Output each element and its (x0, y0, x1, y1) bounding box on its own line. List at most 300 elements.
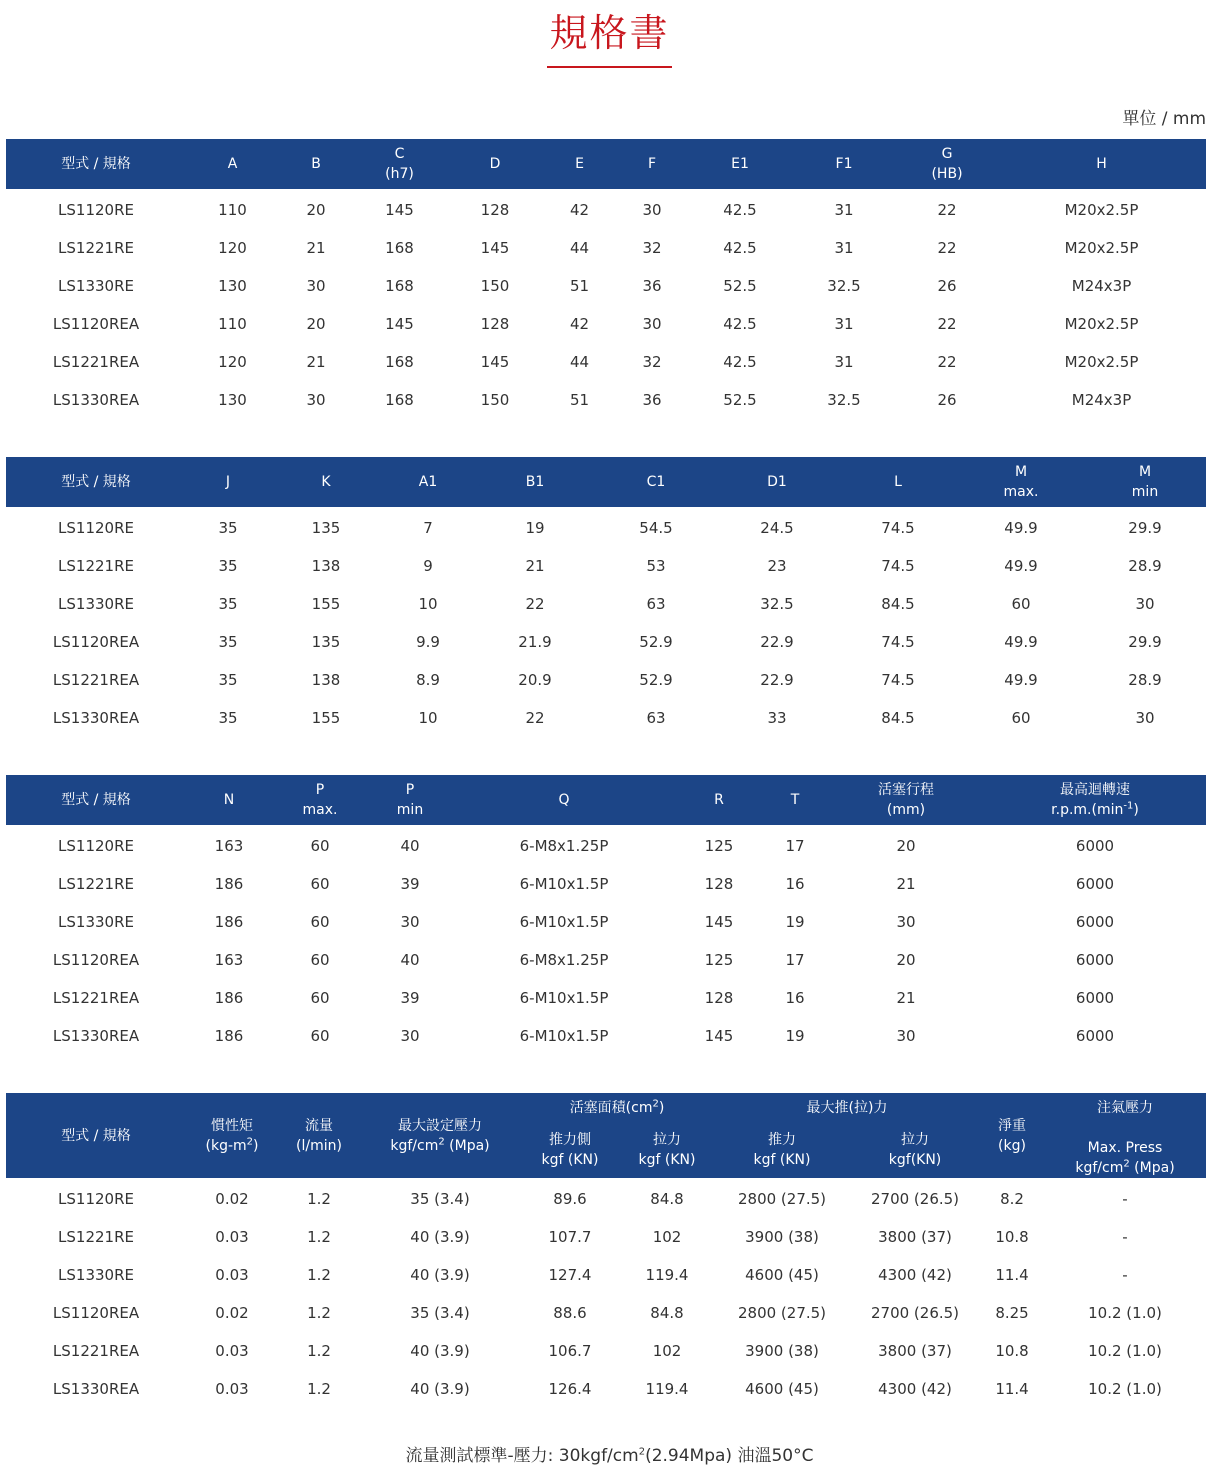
header-pull-side-label: 拉力 (653, 1132, 681, 1149)
cell-pull: 3800 (37) (878, 1228, 952, 1246)
cell-g: 22 (937, 201, 957, 219)
cell-a: 130 (218, 391, 247, 409)
cell-mmax: 49.9 (1004, 633, 1038, 651)
cell-weight: 11.4 (995, 1266, 1029, 1284)
cell-b1: 21 (525, 557, 545, 575)
header-model: 型式 / 規格 (6, 1093, 186, 1178)
cell-pmax: 60 (310, 951, 330, 969)
cell-e1: 42.5 (723, 353, 757, 371)
cell-area-pull: 119.4 (645, 1380, 689, 1398)
cell-mmax: 49.9 (1004, 557, 1038, 575)
cell-model: LS1330REA (52, 1380, 140, 1398)
table-row (6, 189, 1206, 229)
cell-f: 36 (642, 391, 662, 409)
cell-pmin: 40 (400, 837, 420, 855)
table-body (6, 507, 1206, 737)
table-row (6, 229, 1206, 267)
cell-e: 51 (569, 391, 590, 409)
cell-pmin: 30 (400, 913, 420, 931)
cell-r: 145 (704, 1027, 734, 1045)
table-row (6, 1017, 1206, 1055)
cell-push: 4600 (45) (745, 1380, 819, 1398)
cell-inertia: 0.03 (215, 1266, 249, 1284)
header-speed-sup: -1 (1123, 800, 1134, 812)
header-c (353, 139, 446, 189)
cell-c1: 53 (646, 557, 666, 575)
cell-t: 17 (785, 837, 805, 855)
cell-pmax: 60 (310, 989, 330, 1007)
cell-maxp: 35 (3.4) (410, 1190, 470, 1208)
cell-n: 186 (214, 913, 244, 931)
cell-area-push: 127.4 (548, 1266, 592, 1284)
cell-t: 17 (785, 951, 805, 969)
table-header-row (6, 775, 1206, 825)
cell-g: 22 (937, 353, 957, 371)
header-g (897, 139, 997, 189)
cell-air: 10.2 (1.0) (1088, 1342, 1162, 1360)
cell-f1: 32.5 (827, 277, 861, 295)
table-row (6, 381, 1206, 419)
table-row (6, 305, 1206, 343)
cell-q: 6-M10x1.5P (519, 913, 609, 931)
header-push-side-unit: kgf (KN) (541, 1152, 599, 1169)
cell-q: 6-M8x1.25P (519, 837, 609, 855)
header-flow-unit: (l/min) (296, 1137, 342, 1154)
header-inertia-close: ) (253, 1137, 259, 1154)
cell-a1: 10 (418, 595, 438, 613)
cell-h: M20x2.5P (1064, 315, 1139, 333)
cell-air: - (1122, 1228, 1128, 1246)
header-push-unit: kgf (KN) (753, 1152, 811, 1169)
header-inertia-unit: (kg-m (205, 1137, 247, 1154)
table-row (6, 1218, 1206, 1256)
header-max-pressure-sup: 2 (438, 1135, 445, 1147)
cell-inertia: 0.02 (215, 1304, 249, 1322)
cell-weight: 8.25 (995, 1304, 1029, 1322)
cell-pull: 4300 (42) (878, 1266, 952, 1284)
cell-t: 16 (785, 989, 805, 1007)
cell-model: LS1330RE (58, 1266, 134, 1284)
spec-table-dimensions-2 (6, 457, 1206, 737)
cell-model: LS1120RE (58, 837, 134, 855)
cell-a: 110 (218, 315, 247, 333)
cell-flow: 1.2 (307, 1190, 331, 1208)
header-p-min (368, 775, 452, 825)
header-inertia (186, 1093, 278, 1178)
cell-c1: 54.5 (639, 519, 673, 537)
cell-model: LS1120RE (58, 1190, 134, 1208)
note-post: (2.94Mpa) 油溫50°C (645, 1446, 814, 1466)
header-max-force: 最大推(拉)力 (714, 1093, 980, 1123)
cell-area-pull: 119.4 (645, 1266, 689, 1284)
header-b: B (279, 139, 353, 189)
table-row (6, 585, 1206, 623)
header-p-max (272, 775, 368, 825)
header-air-pressure-unit2: (Mpa) (1129, 1160, 1175, 1176)
cell-a1: 8.9 (416, 671, 440, 689)
cell-h: M24x3P (1071, 391, 1132, 409)
cell-e: 42 (569, 315, 590, 333)
header-air-pressure-sup: 2 (1123, 1158, 1130, 1170)
cell-flow: 1.2 (307, 1304, 331, 1322)
spec-table-dimensions-3 (6, 775, 1206, 1055)
cell-c: 145 (385, 315, 414, 333)
cell-model: LS1120RE (58, 201, 134, 219)
cell-c: 168 (385, 353, 414, 371)
cell-g: 26 (937, 277, 957, 295)
header-model: 型式 / 規格 (6, 139, 186, 189)
cell-flow: 1.2 (307, 1266, 331, 1284)
cell-stroke: 21 (896, 989, 916, 1007)
cell-push: 4600 (45) (745, 1266, 819, 1284)
cell-mmin: 28.9 (1128, 557, 1162, 575)
cell-air: 10.2 (1.0) (1088, 1304, 1162, 1322)
cell-g: 22 (937, 315, 957, 333)
header-m-min (1084, 457, 1206, 507)
cell-flow: 1.2 (307, 1342, 331, 1360)
cell-f1: 31 (834, 239, 854, 257)
cell-air: - (1122, 1190, 1128, 1208)
header-j: J (186, 457, 270, 507)
header-piston-area-close: ) (658, 1099, 665, 1116)
header-max-pressure-unit2: (Mpa) (444, 1137, 490, 1154)
header-m-min-sub: min (1131, 484, 1159, 500)
header-k: K (270, 457, 382, 507)
cell-a: 110 (218, 201, 247, 219)
cell-inertia: 0.03 (215, 1228, 249, 1246)
cell-h: M20x2.5P (1064, 353, 1139, 371)
cell-b: 21 (306, 239, 326, 257)
table-row (6, 825, 1206, 865)
cell-q: 6-M10x1.5P (519, 989, 609, 1007)
cell-t: 16 (785, 875, 805, 893)
header-d1: D1 (716, 457, 838, 507)
cell-a1: 9 (423, 557, 433, 575)
table-row (6, 1294, 1206, 1332)
cell-n: 186 (214, 1027, 244, 1045)
header-max-pressure (360, 1093, 520, 1178)
cell-mmax: 49.9 (1004, 519, 1038, 537)
cell-k: 138 (311, 671, 341, 689)
cell-model: LS1120RE (58, 519, 134, 537)
header-n: N (186, 775, 272, 825)
cell-speed: 6000 (1075, 913, 1115, 931)
table-row (6, 343, 1206, 381)
table-row (6, 1256, 1206, 1294)
header-flow-label: 流量 (305, 1117, 333, 1134)
header-d: D (446, 139, 544, 189)
cell-area-push: 88.6 (553, 1304, 587, 1322)
cell-mmax: 60 (1011, 709, 1031, 727)
page-title-wrap (0, 10, 1219, 68)
cell-b: 21 (306, 353, 326, 371)
table-row (6, 1370, 1206, 1408)
cell-n: 186 (214, 989, 244, 1007)
unit-label: 單位 / mm (1122, 109, 1206, 129)
cell-area-push: 126.4 (548, 1380, 592, 1398)
header-model: 型式 / 規格 (6, 457, 186, 507)
cell-e: 42 (569, 201, 590, 219)
cell-f: 30 (642, 315, 662, 333)
cell-j: 35 (218, 595, 238, 613)
cell-speed: 6000 (1075, 875, 1115, 893)
header-c-label: C (394, 146, 405, 162)
cell-weight: 10.8 (995, 1228, 1029, 1246)
cell-weight: 10.8 (995, 1342, 1029, 1360)
cell-model: LS1221REA (52, 353, 140, 371)
cell-a1: 9.9 (416, 633, 440, 651)
cell-speed: 6000 (1075, 837, 1115, 855)
cell-c: 168 (385, 239, 414, 257)
header-push-side (520, 1123, 620, 1178)
table-header-row (6, 1093, 1206, 1123)
cell-weight: 11.4 (995, 1380, 1029, 1398)
header-air-pressure-sub: Max. Press (1087, 1140, 1163, 1156)
table-body (6, 189, 1206, 419)
cell-model: LS1330RE (58, 277, 134, 295)
cell-pmin: 39 (400, 989, 420, 1007)
cell-push: 3900 (38) (745, 1342, 819, 1360)
header-e: E (544, 139, 615, 189)
cell-l: 74.5 (881, 633, 915, 651)
cell-r: 125 (704, 837, 734, 855)
cell-pmin: 40 (400, 951, 420, 969)
cell-j: 35 (218, 633, 238, 651)
cell-area-pull: 84.8 (650, 1190, 684, 1208)
cell-push: 2800 (27.5) (737, 1304, 827, 1322)
cell-k: 155 (311, 709, 341, 727)
header-push (714, 1123, 850, 1178)
cell-air: 10.2 (1.0) (1088, 1380, 1162, 1398)
cell-k: 138 (311, 557, 341, 575)
header-weight-unit: (kg) (998, 1137, 1026, 1154)
cell-model: LS1221REA (52, 671, 140, 689)
cell-area-push: 106.7 (548, 1342, 592, 1360)
header-p-min-label: P (405, 782, 415, 798)
header-l: L (838, 457, 958, 507)
cell-mmax: 49.9 (1004, 671, 1038, 689)
cell-b1: 19 (525, 519, 545, 537)
cell-stroke: 30 (896, 913, 916, 931)
table-row (6, 941, 1206, 979)
header-p-max-label: P (315, 782, 325, 798)
cell-pmax: 60 (310, 837, 330, 855)
cell-pull: 2700 (26.5) (870, 1304, 960, 1322)
cell-n: 186 (214, 875, 244, 893)
table-row (6, 903, 1206, 941)
cell-d1: 23 (767, 557, 787, 575)
header-flow (278, 1093, 360, 1178)
cell-b: 30 (306, 277, 326, 295)
header-g-sub: (HB) (931, 166, 963, 182)
header-push-label: 推力 (768, 1132, 797, 1149)
cell-b: 20 (306, 201, 326, 219)
cell-d: 150 (480, 277, 510, 295)
header-push-side-label: 推力側 (549, 1132, 591, 1149)
cell-mmin: 29.9 (1128, 633, 1162, 651)
cell-c1: 52.9 (639, 671, 673, 689)
cell-d1: 22.9 (760, 671, 794, 689)
table-row (6, 699, 1206, 737)
cell-l: 74.5 (881, 671, 915, 689)
cell-f1: 31 (834, 201, 854, 219)
header-model: 型式 / 規格 (6, 775, 186, 825)
table-row (6, 1178, 1206, 1218)
cell-a: 130 (218, 277, 247, 295)
cell-model: LS1120REA (52, 633, 140, 651)
cell-stroke: 21 (896, 875, 916, 893)
header-b1: B1 (474, 457, 596, 507)
cell-l: 84.5 (881, 709, 915, 727)
header-q: Q (452, 775, 676, 825)
header-t: T (762, 775, 828, 825)
cell-d: 145 (480, 353, 510, 371)
cell-model: LS1330RE (58, 595, 134, 613)
cell-j: 35 (218, 671, 238, 689)
cell-b: 20 (306, 315, 326, 333)
header-weight (980, 1093, 1044, 1178)
cell-k: 135 (311, 633, 341, 651)
header-speed-close: ) (1133, 802, 1139, 818)
cell-stroke: 20 (896, 837, 916, 855)
cell-inertia: 0.03 (215, 1380, 249, 1398)
cell-area-push: 107.7 (548, 1228, 592, 1246)
cell-b1: 22 (525, 595, 545, 613)
header-air-pressure-unit1: kgf/cm (1075, 1160, 1124, 1176)
cell-c: 168 (385, 391, 414, 409)
cell-c1: 52.9 (639, 633, 673, 651)
cell-l: 74.5 (881, 519, 915, 537)
cell-push: 3900 (38) (745, 1228, 819, 1246)
cell-b1: 21.9 (518, 633, 552, 651)
cell-t: 19 (785, 913, 805, 931)
cell-e: 44 (569, 353, 590, 371)
cell-l: 74.5 (881, 557, 915, 575)
header-c-sub: (h7) (385, 166, 414, 182)
cell-g: 26 (937, 391, 957, 409)
cell-pull: 2700 (26.5) (870, 1190, 960, 1208)
cell-q: 6-M10x1.5P (519, 1027, 609, 1045)
header-speed (984, 775, 1206, 825)
header-air-pressure (1044, 1093, 1206, 1178)
cell-n: 163 (214, 951, 244, 969)
header-m-max (958, 457, 1084, 507)
cell-pmax: 60 (310, 913, 330, 931)
cell-c: 145 (385, 201, 414, 219)
cell-area-push: 89.6 (553, 1190, 587, 1208)
cell-model: LS1221REA (52, 1342, 140, 1360)
header-g-label: G (941, 146, 953, 162)
cell-model: LS1120REA (52, 1304, 140, 1322)
cell-a1: 7 (423, 519, 433, 537)
header-f1: F1 (791, 139, 897, 189)
cell-d: 128 (480, 201, 510, 219)
cell-e: 44 (569, 239, 590, 257)
header-a: A (186, 139, 279, 189)
cell-pull: 3800 (37) (878, 1342, 952, 1360)
cell-d1: 22.9 (760, 633, 794, 651)
cell-f1: 32.5 (827, 391, 861, 409)
cell-e: 51 (569, 277, 590, 295)
header-weight-label: 淨重 (998, 1117, 1027, 1134)
cell-f: 36 (642, 277, 662, 295)
header-air-pressure-label: 注氣壓力 (1097, 1100, 1154, 1116)
cell-d1: 24.5 (760, 519, 794, 537)
cell-r: 125 (704, 951, 734, 969)
cell-model: LS1120REA (52, 315, 140, 333)
cell-e1: 42.5 (723, 201, 757, 219)
cell-n: 163 (214, 837, 244, 855)
cell-a: 120 (218, 239, 247, 257)
cell-g: 22 (937, 239, 957, 257)
cell-maxp: 40 (3.9) (410, 1228, 470, 1246)
cell-f1: 31 (834, 353, 854, 371)
table-header-row (6, 139, 1206, 189)
cell-mmin: 30 (1135, 595, 1155, 613)
cell-q: 6-M10x1.5P (519, 875, 609, 893)
header-f: F (615, 139, 689, 189)
cell-h: M24x3P (1071, 277, 1132, 295)
table-row (6, 267, 1206, 305)
cell-mmin: 28.9 (1128, 671, 1162, 689)
cell-f: 30 (642, 201, 662, 219)
cell-inertia: 0.02 (215, 1190, 249, 1208)
cell-area-pull: 84.8 (650, 1304, 684, 1322)
cell-mmin: 30 (1135, 709, 1155, 727)
cell-area-pull: 102 (652, 1342, 682, 1360)
header-stroke-label: 活塞行程 (878, 782, 934, 798)
header-m-max-sub: max. (1003, 484, 1039, 500)
header-pull-unit: kgf(KN) (888, 1152, 942, 1169)
header-pull-side (620, 1123, 714, 1178)
cell-model: LS1221REA (52, 989, 140, 1007)
cell-model: LS1221RE (58, 1228, 134, 1246)
flow-test-note (0, 1441, 1219, 1466)
cell-h: M20x2.5P (1064, 201, 1139, 219)
cell-flow: 1.2 (307, 1228, 331, 1246)
table-row (6, 979, 1206, 1017)
cell-e1: 42.5 (723, 239, 757, 257)
cell-pmin: 30 (400, 1027, 420, 1045)
cell-t: 19 (785, 1027, 805, 1045)
header-max-pressure-unit1: kgf/cm (390, 1137, 439, 1154)
cell-l: 84.5 (881, 595, 915, 613)
cell-mmin: 29.9 (1128, 519, 1162, 537)
cell-r: 128 (704, 989, 734, 1007)
cell-d: 128 (480, 315, 510, 333)
header-pull-side-unit: kgf (KN) (638, 1152, 696, 1169)
cell-stroke: 30 (896, 1027, 916, 1045)
cell-pmin: 39 (400, 875, 420, 893)
header-h: H (997, 139, 1206, 189)
header-stroke-sub: (mm) (886, 802, 926, 818)
table-row (6, 547, 1206, 585)
cell-flow: 1.2 (307, 1380, 331, 1398)
cell-f: 32 (642, 353, 662, 371)
header-m-min-label: M (1138, 464, 1152, 480)
spec-table-performance (6, 1093, 1206, 1408)
cell-pmax: 60 (310, 1027, 330, 1045)
cell-maxp: 40 (3.9) (410, 1380, 470, 1398)
page-title: 規格書 (547, 10, 671, 68)
table-row (6, 507, 1206, 547)
header-m-max-label: M (1014, 464, 1028, 480)
cell-model: LS1330REA (52, 1027, 140, 1045)
table-header-row (6, 457, 1206, 507)
table-row (6, 865, 1206, 903)
header-inertia-sup: 2 (246, 1135, 254, 1147)
cell-speed: 6000 (1075, 1027, 1115, 1045)
